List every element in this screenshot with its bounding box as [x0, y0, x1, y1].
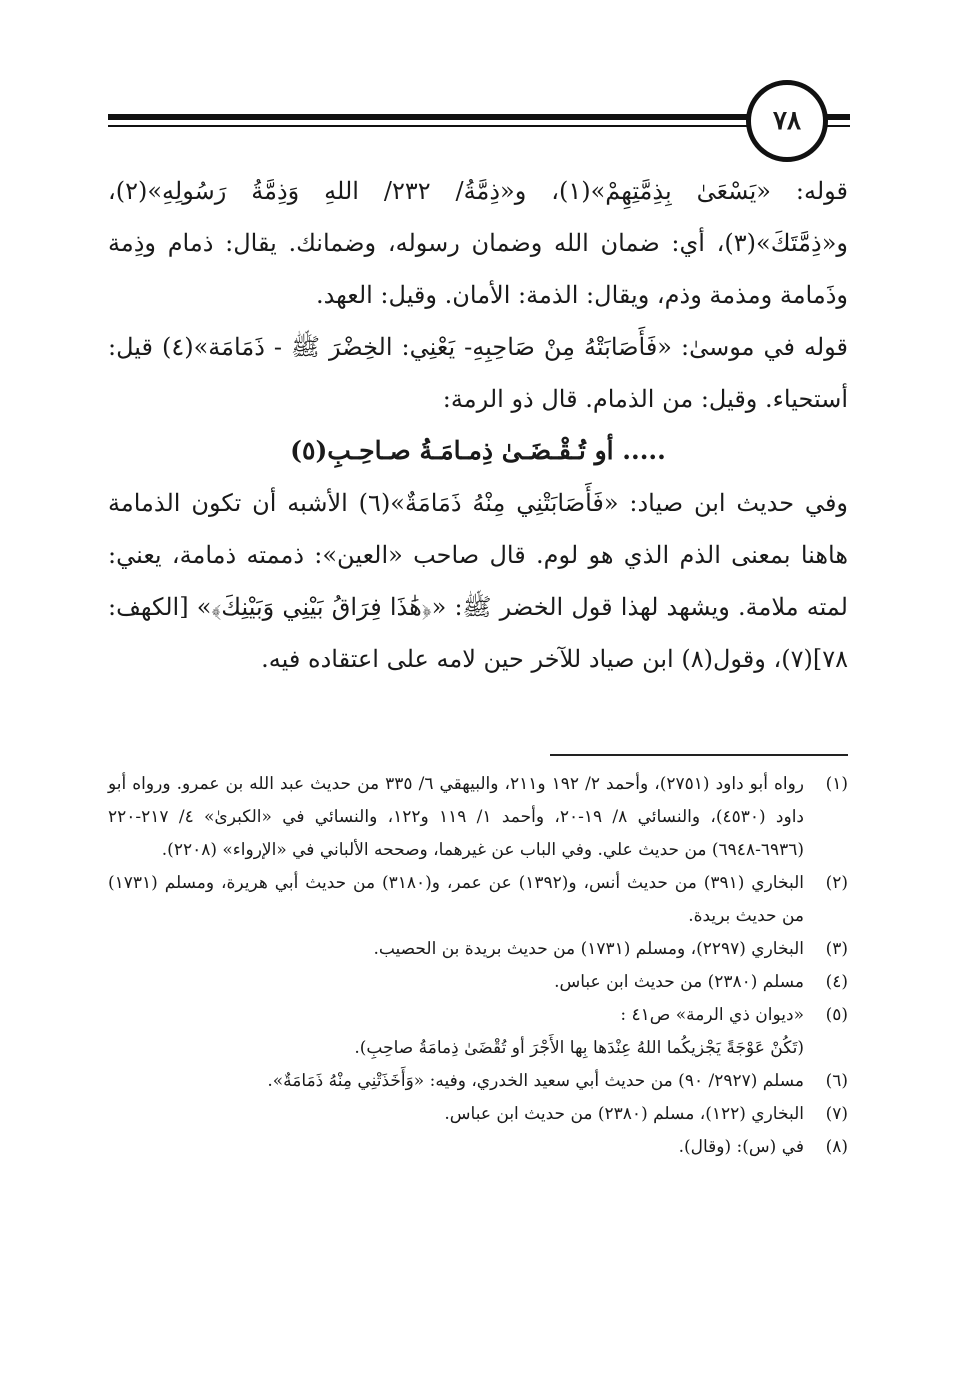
footnote-number: (٤): [825, 972, 848, 992]
footnote-text: مسلم (٢٣٨٠) من حديث ابن عباس.: [554, 972, 804, 992]
footnote-text: «ديوان ذي الرمة» ص٤١ :: [620, 1005, 804, 1025]
footnote-item: [108, 1131, 848, 1164]
footnote-text: البخاري (١٢٢)، مسلم (٢٣٨٠) من حديث ابن عباس.: [444, 1104, 804, 1124]
paragraph-3: وفي حديث ابن صياد: «فَأَصَابَتْنِي مِنْهُ ذَمَامَةٌ»(٦) الأشبه أن تكون الذمامة هاهنا بمعنى الذم الذي هو لوم. قال صاحب «العين»: ذممته ذمامة، يعني: لمته ملامة. ويشهد لهذا قول الخضر ﷺ: «﴿هَٰذَا فِرَاقُ بَيْنِي وَبَيْنِكَ﴾» [الكهف: ٧٨](٧)، وقول(٨) ابن صياد للآخر حين لامه على اعتقاده فيه.: [108, 489, 849, 673]
footnote-text: في (س): (وقال).: [678, 1137, 804, 1157]
footnote-item: [108, 1098, 848, 1131]
footnote-number: (٢): [825, 873, 848, 893]
footnotes: [108, 768, 848, 1164]
footnote-item: [108, 999, 848, 1065]
footnote-number: (٣): [825, 939, 848, 959]
poem-verse: ..... أو تُـقْـضَـىٰ ذِمـامَـةُ صـاحِـبِ(٥): [290, 436, 666, 465]
footnote-text-block: [108, 999, 804, 1065]
footnote-number: (٦): [825, 1071, 848, 1091]
footnote-item: [108, 933, 848, 966]
main-text: [108, 165, 848, 685]
footnote-text: البخاري (٢٢٩٧)، ومسلم (١٧٣١) من حديث بريدة بن الحصيب.: [373, 939, 804, 959]
footnote-number: (١): [825, 774, 848, 794]
footnote-number: (٥): [825, 1005, 848, 1025]
footnote-item: [108, 867, 848, 933]
page-header: [108, 80, 858, 170]
footnote-text: رواه أبو داود (٢٧٥١)، وأحمد ٢/ ١٩٢ و٢١١، والبيهقي ٦/ ٣٣٥ من حديث عبد الله بن عمرو. ورواه أبو داود (٤٥٣٠)، والنسائي ٨/ ١٩-٢٠، وأحمد ١/ ١١٩ و١٢٢، والنسائي في «الكبرىٰ» ٤/ ٢١٧-٢٢٠ (٦٩٣٦-٦٩٤٨) من حديث علي. وفي الباب عن غيرهما، وصححه الألباني في «الإرواء» (٢٢٠٨).: [108, 774, 804, 860]
header-rule-thin: [108, 125, 756, 127]
footnote-item: [108, 966, 848, 999]
footnote-item: [108, 768, 848, 867]
paragraph-1: قوله: «يَسْعَىٰ بِذِمَّتِهِمْ»(١)، و«ذِمَّةُ/ ٢٣٢/ اللهِ وَذِمَّةُ رَسُولِهِ»(٢)، و«ذِمَّتَكَ»(٣)، أي: ضمان الله وضمان رسوله، وضمانك. يقال: ذمام وذِمة وذَمامة ومذمة وذم، ويقال: الذمة: الأمان. وقيل: العهد.: [108, 177, 849, 309]
footnote-number: (٧): [825, 1104, 848, 1124]
footnote-divider: [550, 754, 848, 756]
paragraph-2: قوله في موسىٰ: «فَأَصَابَتْهُ مِنْ صَاحِبِهِ- يَعْنِي: الخِضْرَ ﷺ - ذَمَامَة»(٤) قيل: أستحياء. وقيل: من الذمام. قال ذو الرمة:: [108, 333, 849, 413]
header-rule-thick: [108, 114, 756, 120]
footnote-text: البخاري (٣٩١) من حديث أنس، و(١٣٩٢) عن عمر، و(٣١٨٠) من حديث أبي هريرة، ومسلم (١٧٣١) من حديث بريدة.: [108, 873, 804, 926]
footnote-text: مسلم (٢٩٢٧/ ٩٠) من حديث أبي سعيد الخدري، وفيه: «وَأَخَذَتْنِي مِنْهُ ذَمَامَةٌ».: [267, 1071, 804, 1091]
page-number: ٧٨: [746, 80, 828, 162]
footnote-item: [108, 1065, 848, 1098]
footnote-number: (٨): [825, 1137, 848, 1157]
footnote-poem: (تَكُنْ عَوْجَةً يَجْزيكُما اللهُ عِنْدَها بِها الأَجْرَ أو تُقْضَىٰ ذِمامَةُ صاحِبِ).: [354, 1038, 804, 1058]
